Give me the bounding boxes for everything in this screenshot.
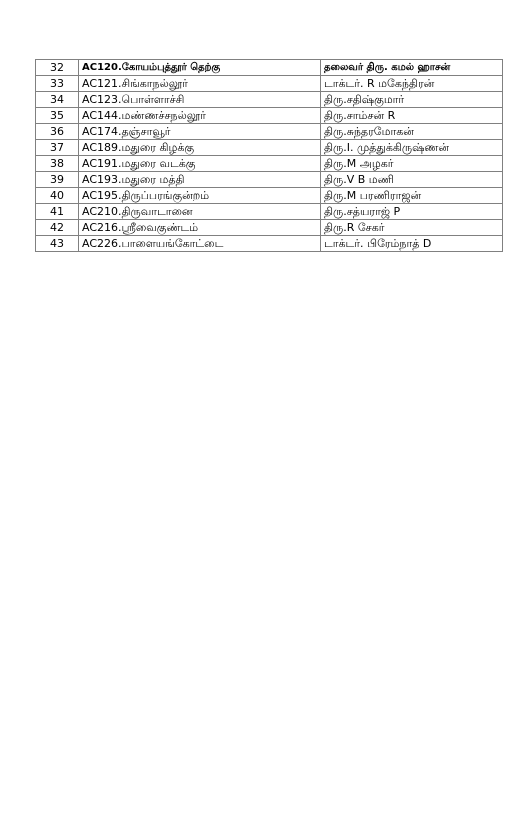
row-number-cell: 36: [36, 124, 79, 140]
table-row: [36, 172, 503, 188]
constituency-cell: AC195.திருப்பரங்குன்றம்: [79, 188, 321, 204]
row-number-cell: 35: [36, 108, 79, 124]
candidate-name-cell: திரு.I. முத்துக்கிருஷ்ணன்: [321, 140, 503, 156]
row-number-cell: 43: [36, 236, 79, 252]
row-number-cell: 33: [36, 76, 79, 92]
constituency-cell: AC144.மண்ணச்சநல்லூர்: [79, 108, 321, 124]
row-number-cell: 40: [36, 188, 79, 204]
candidate-name-cell: டாக்டர். R மகேந்திரன்: [321, 76, 503, 92]
table-row: [36, 220, 503, 236]
candidate-name-cell: திரு.M பரணிராஜன்: [321, 188, 503, 204]
table-row: [36, 60, 503, 76]
row-number-cell: 39: [36, 172, 79, 188]
row-number-cell: 41: [36, 204, 79, 220]
constituency-cell: AC189.மதுரை கிழக்கு: [79, 140, 321, 156]
candidate-name-cell: திரு.M அழகர்: [321, 156, 503, 172]
table-row: [36, 124, 503, 140]
constituency-cell: AC121.சிங்காநல்லூர்: [79, 76, 321, 92]
constituency-cell: AC226.பாளையங்கோட்டை: [79, 236, 321, 252]
table-row: [36, 140, 503, 156]
table-row: [36, 236, 503, 252]
candidate-name-cell: திரு.சத்யராஜ் P: [321, 204, 503, 220]
table-row: [36, 108, 503, 124]
candidate-name-cell: திரு.R சேகர்: [321, 220, 503, 236]
candidate-table-body: [36, 60, 503, 252]
table-row: [36, 92, 503, 108]
table-row: [36, 188, 503, 204]
row-number-cell: 32: [36, 60, 79, 76]
table-row: [36, 204, 503, 220]
constituency-cell: AC123.பொள்ளாச்சி: [79, 92, 321, 108]
row-number-cell: 34: [36, 92, 79, 108]
constituency-cell: AC191.மதுரை வடக்கு: [79, 156, 321, 172]
row-number-cell: 42: [36, 220, 79, 236]
candidate-name-cell: திரு.சாம்சன் R: [321, 108, 503, 124]
row-number-cell: 37: [36, 140, 79, 156]
table-row: [36, 76, 503, 92]
constituency-cell: AC216.ஸ்ரீவைகுண்டம்: [79, 220, 321, 236]
candidate-name-cell: திரு.V B மணி: [321, 172, 503, 188]
candidate-table: [35, 59, 503, 252]
constituency-cell: AC210.திருவாடானை: [79, 204, 321, 220]
candidate-name-cell: திரு.சதிஷ்குமார்: [321, 92, 503, 108]
constituency-cell: AC174.தஞ்சாவூர்: [79, 124, 321, 140]
candidate-name-cell: திரு.சுந்தரமோகன்: [321, 124, 503, 140]
candidate-name-cell: தலைவர் திரு. கமல் ஹாசன்: [321, 60, 503, 76]
candidate-name-cell: டாக்டர். பிரேம்நாத் D: [321, 236, 503, 252]
table-row: [36, 156, 503, 172]
constituency-cell: AC193.மதுரை மத்தி: [79, 172, 321, 188]
constituency-cell: AC120.கோயம்புத்தூர் தெற்கு: [79, 60, 321, 76]
row-number-cell: 38: [36, 156, 79, 172]
